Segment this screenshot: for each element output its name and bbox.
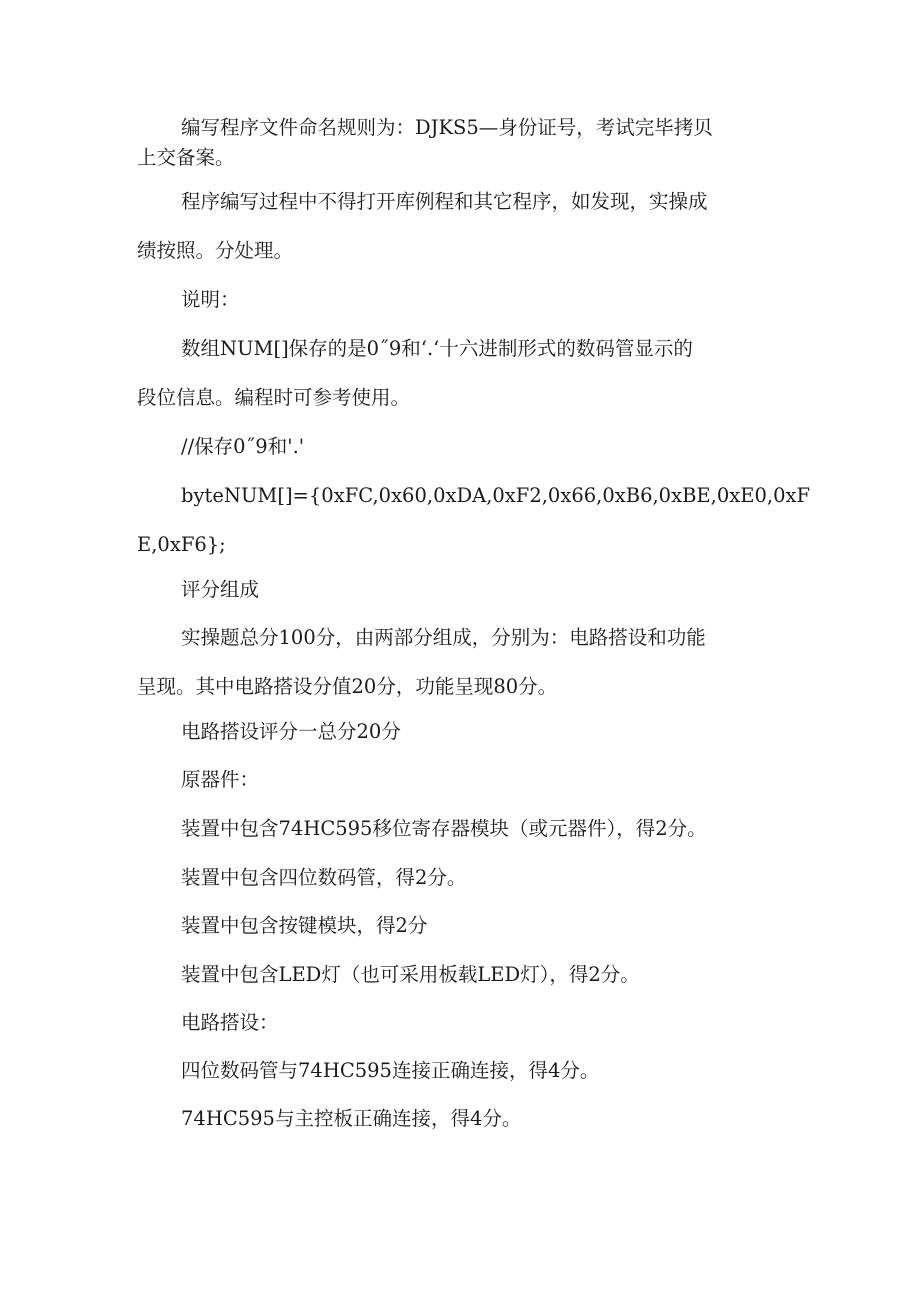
- code-array-line-2: E,0xF6};: [137, 533, 226, 556]
- circuit-scoring-heading: 电路搭设评分一总分20分: [181, 720, 401, 743]
- component-item-1: 装置中包含74HC595移位寄存器模块（或元器件），得2分。: [181, 817, 707, 840]
- circuit-item-2: 74HC595与主控板正确连接，得4分。: [181, 1107, 522, 1130]
- component-item-2: 装置中包含四位数码管，得2分。: [181, 866, 467, 889]
- circuit-item-1: 四位数码管与74HC595连接正确连接，得4分。: [181, 1059, 600, 1082]
- code-array-line-1: byteNUM[]={0xFC,0x60,0xDA,0xF2,0x66,0xB6,0xBE,0xE0,0xF: [181, 484, 811, 507]
- scoring-line-1: 实操题总分100分，由两部分组成，分别为：电路搭设和功能: [181, 626, 706, 649]
- explanation-line-1: 数组NUM[]保存的是0˝9和‘.‘十六进制形式的数码管显示的: [181, 337, 693, 360]
- explanation-line-2: 段位信息。编程时可参考使用。: [137, 386, 411, 409]
- component-item-3: 装置中包含按键模块，得2分: [181, 914, 428, 937]
- naming-rule-line-2: 上交备案。: [137, 146, 235, 169]
- code-comment-line: //保存0˝9和'.': [181, 435, 305, 458]
- circuit-setup-heading: 电路搭设：: [181, 1011, 279, 1034]
- section-heading-explanation: 说明：: [181, 288, 240, 311]
- section-heading-scoring: 评分组成: [181, 578, 260, 601]
- scoring-line-2: 呈现。其中电路搭设分值20分，功能呈现80分。: [137, 675, 558, 698]
- naming-rule-line-1: 编写程序文件命名规则为：DJKS5—身份证号，考试完毕拷贝: [181, 116, 713, 139]
- component-item-4: 装置中包含LED灯（也可采用板载LED灯），得2分。: [181, 963, 640, 986]
- components-heading: 原器件：: [181, 768, 260, 791]
- rule-line-2: 绩按照。分处理。: [137, 239, 294, 262]
- rule-line-1: 程序编写过程中不得打开库例程和其它程序，如发现，实操成: [181, 190, 708, 213]
